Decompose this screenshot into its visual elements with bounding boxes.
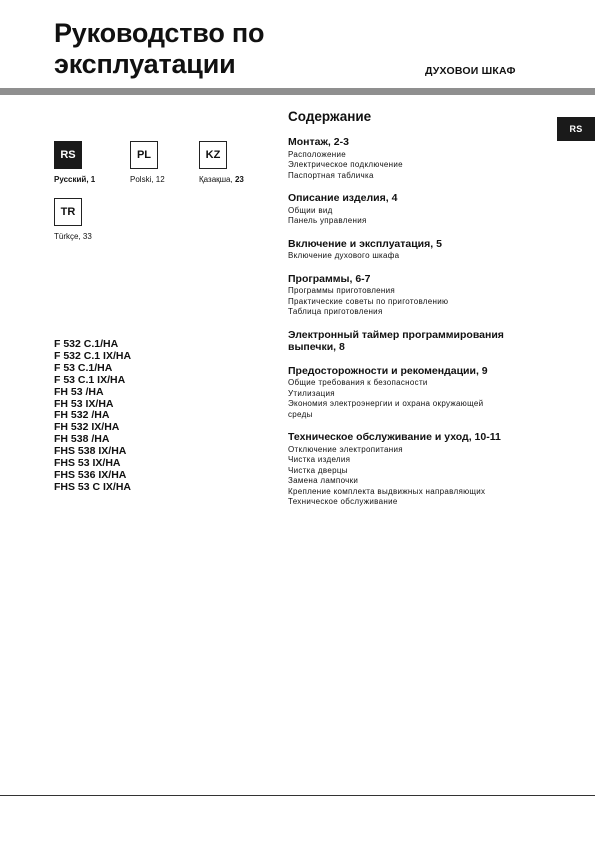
footer-divider	[0, 795, 595, 796]
toc-section-title[interactable]: Включение и эксплуатация, 5	[288, 237, 442, 250]
language-page-pl: 12	[155, 175, 165, 184]
model-item: F 53 C.1/HA	[54, 361, 113, 374]
model-item: F 532 C.1/HA	[54, 338, 119, 350]
toc-section-title[interactable]: Предосторожности и рекомендации, 9	[288, 364, 488, 377]
model-item: FHS 538 IX/HA	[54, 445, 127, 458]
toc-item[interactable]: Чистка изделия	[288, 455, 351, 464]
toc-item[interactable]: Общии вид	[288, 205, 333, 215]
language-name-pl: Polski,	[130, 175, 154, 184]
language-box-pl[interactable]: PL	[130, 141, 158, 169]
toc-item[interactable]: среды	[288, 409, 313, 419]
toc-item[interactable]: Таблица приготовления	[288, 307, 383, 316]
toc-item[interactable]: Паспортная табличка	[288, 170, 374, 180]
model-list	[54, 339, 131, 494]
model-item: FH 538 /HA	[54, 433, 110, 446]
language-page-kz: 23	[234, 175, 244, 184]
language-caption-kz	[199, 175, 244, 184]
model-item: FH 532 /HA	[54, 409, 110, 422]
language-box-kz[interactable]: KZ	[199, 141, 227, 169]
toc-section-title[interactable]: Описание изделия, 4	[288, 192, 398, 204]
toc-item[interactable]: Техническое обслуживание	[288, 497, 398, 506]
language-box-rs[interactable]: RS	[54, 141, 82, 169]
model-item: FHS 53 C IX/HA	[54, 480, 132, 493]
language-caption-pl	[130, 175, 165, 184]
toc-item[interactable]: Расположение	[288, 149, 346, 159]
toc-item[interactable]: Электрическое подключение	[288, 160, 403, 169]
model-item: F 53 C.1 IX/HA	[54, 373, 126, 386]
language-name-kz: Қазақша,	[199, 175, 233, 184]
header-divider	[0, 88, 595, 95]
document-title	[54, 18, 264, 80]
toc-section-start-up	[288, 238, 550, 262]
toc-section-description	[288, 192, 550, 227]
toc-section-title[interactable]: Программы, 6-7	[288, 272, 371, 285]
title-line-2: эксплуатации	[54, 49, 236, 79]
toc-item[interactable]: Экономия электроэнергии и охрана окружающей	[288, 399, 484, 408]
toc-section-title-line: Электронный таймер программирования	[288, 328, 504, 341]
contents-title: Содержание	[288, 109, 372, 124]
toc-item[interactable]: Чистка дверцы	[288, 465, 348, 475]
toc-item[interactable]: Крепление комплекта выдвижных направляющих	[288, 486, 486, 496]
title-line-1: Руководство по	[54, 18, 265, 48]
toc-section-precautions	[288, 365, 550, 421]
model-item: FH 532 IX/HA	[54, 421, 120, 434]
language-box-tr[interactable]: TR	[54, 198, 82, 226]
toc-item[interactable]: Включение духового шкафа	[288, 251, 400, 260]
toc-section-timer	[288, 329, 550, 354]
toc-section-maintenance	[288, 431, 550, 508]
language-page-rs: 1	[90, 175, 96, 184]
language-page-tr: 33	[82, 232, 92, 241]
model-item: FH 53 IX/HA	[54, 397, 114, 410]
toc-item[interactable]: Утилизация	[288, 388, 335, 398]
toc-item[interactable]: Замена лампочки	[288, 476, 359, 485]
language-name-rs: Русский,	[54, 175, 89, 184]
table-of-contents	[288, 109, 550, 519]
product-type-label: ДУХОВОИ ШКАФ	[425, 65, 516, 77]
toc-item[interactable]: Панель управления	[288, 216, 367, 225]
language-name-tr: Türkçe,	[54, 232, 81, 241]
model-item: FHS 53 IX/HA	[54, 457, 121, 470]
language-caption-tr	[54, 232, 92, 241]
toc-section-title-line: выпечки, 8	[288, 341, 345, 353]
model-item: FHS 536 IX/HA	[54, 468, 127, 481]
toc-section-title[interactable]: Техническое обслуживание и уход, 10-11	[288, 431, 501, 443]
toc-section-title[interactable]: Монтаж, 2-3	[288, 136, 349, 148]
toc-item[interactable]: Программы приготовления	[288, 286, 396, 295]
language-caption-rs	[54, 175, 95, 184]
toc-item[interactable]: Практические советы по приготовлению	[288, 296, 449, 306]
toc-item[interactable]: Общие требования к безопасности	[288, 378, 428, 387]
model-item: FH 53 /HA	[54, 385, 104, 398]
model-item: F 532 C.1 IX/HA	[54, 349, 132, 362]
toc-section-installation	[288, 136, 550, 181]
language-side-tab: RS	[557, 117, 595, 141]
toc-section-programs	[288, 273, 550, 318]
toc-item[interactable]: Отключение электропитания	[288, 444, 403, 454]
toc-section-title[interactable]	[288, 329, 550, 354]
